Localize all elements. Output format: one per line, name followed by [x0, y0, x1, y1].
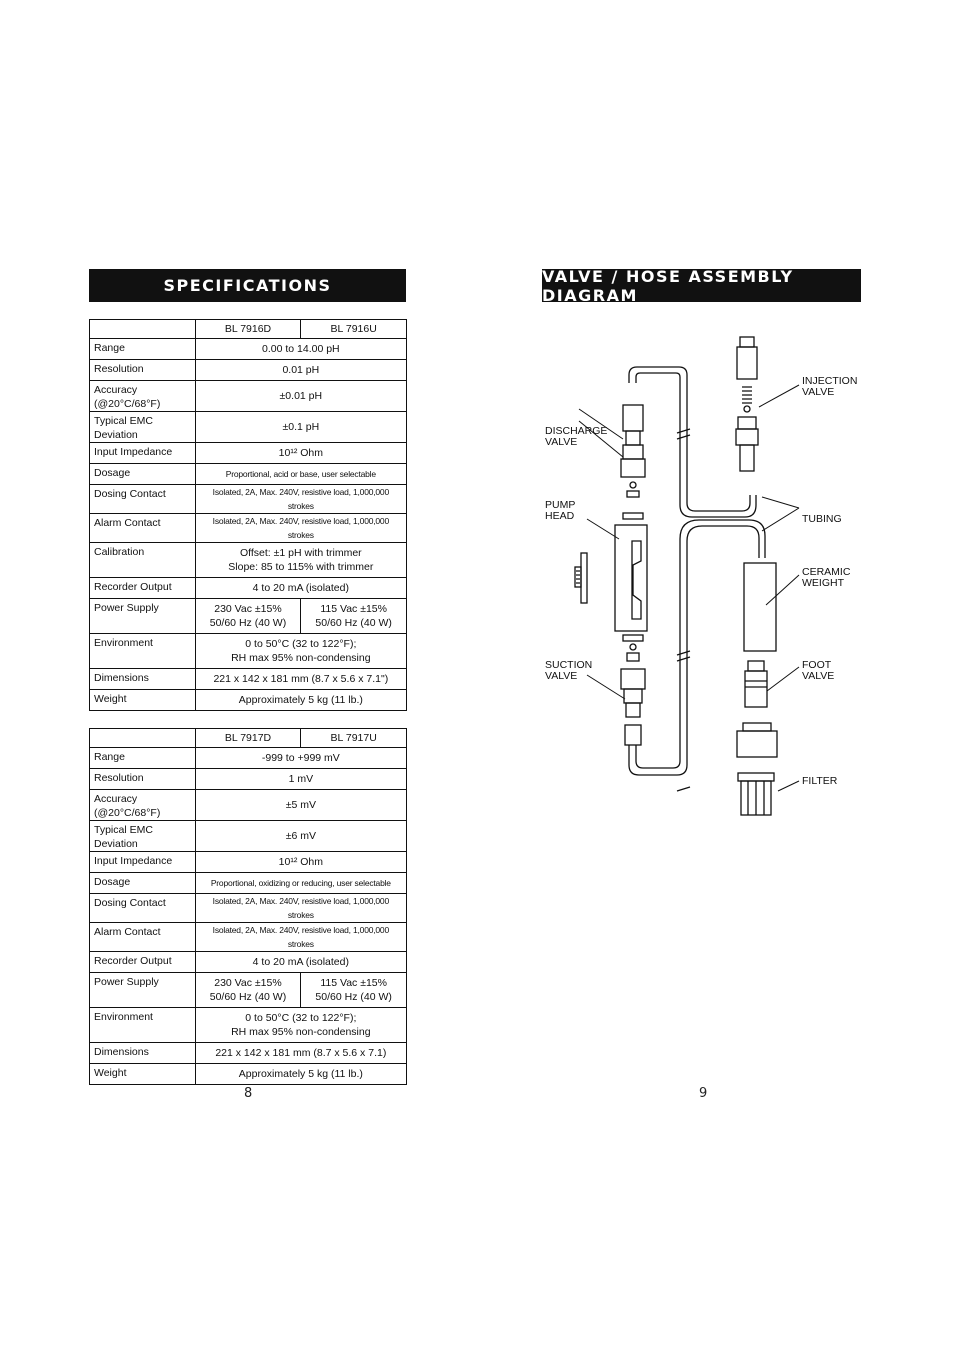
label-tubing: TUBING [802, 513, 842, 525]
pump-head [615, 525, 647, 631]
value-line: 115 Vac ±15% [320, 603, 387, 615]
table-header-row [90, 320, 407, 339]
label-pump-head: HEAD [545, 510, 575, 522]
label-filter: FILTER [802, 775, 838, 787]
row-label: Environment [90, 1008, 196, 1043]
discharge-valve [623, 405, 643, 431]
row-label: Calibration [90, 543, 196, 578]
value-line: 50/60 Hz (40 W) [209, 991, 287, 1003]
label-suction-valve: SUCTION [545, 659, 593, 671]
row-label: Alarm Contact [90, 923, 196, 952]
table-row [90, 381, 407, 412]
spec-table-bl7917 [89, 728, 407, 1085]
right-page [477, 0, 954, 1351]
row-label: Power Supply [90, 599, 196, 634]
row-label: Range [90, 748, 196, 769]
model-header: BL 7917D [195, 729, 301, 748]
row-label: Dimensions [90, 669, 196, 690]
table-row [90, 769, 407, 790]
row-label: Input Impedance [90, 852, 196, 873]
row-value [195, 1008, 406, 1043]
value-line: 0 to 50°C (32 to 122°F); [245, 638, 357, 650]
row-label: Dosing Contact [90, 894, 196, 923]
row-value: 221 x 142 x 181 mm (8.7 x 5.6 x 7.1) [195, 1043, 406, 1064]
row-value: Isolated, 2A, Max. 240V, resistive load, 1,000,000 strokes [195, 485, 406, 514]
table-row [90, 360, 407, 381]
row-label: Power Supply [90, 973, 196, 1008]
value-line: 50/60 Hz (40 W) [209, 617, 287, 629]
model-header: BL 7916U [301, 320, 407, 339]
row-value-u [301, 973, 407, 1008]
table-row [90, 690, 407, 711]
table-row [90, 952, 407, 973]
table-row [90, 599, 407, 634]
table-row [90, 543, 407, 578]
row-value-d [195, 599, 301, 634]
table-row [90, 634, 407, 669]
model-header: BL 7917U [301, 729, 407, 748]
table-row [90, 669, 407, 690]
row-label: Dosage [90, 464, 196, 485]
row-label: Recorder Output [90, 952, 196, 973]
row-value: ±0.1 pH [195, 412, 406, 443]
spec-table-bl7916 [89, 319, 407, 711]
row-value: 4 to 20 mA (isolated) [195, 578, 406, 599]
header-empty-cell [90, 729, 196, 748]
table-row [90, 464, 407, 485]
table-row [90, 1008, 407, 1043]
label-foot-valve: FOOT [802, 659, 832, 671]
row-value-d [195, 973, 301, 1008]
row-value: Proportional, oxidizing or reducing, user selectable [195, 873, 406, 894]
row-value: 0.00 to 14.00 pH [195, 339, 406, 360]
table-row [90, 852, 407, 873]
table-row [90, 339, 407, 360]
table-row [90, 790, 407, 821]
row-value: 0.01 pH [195, 360, 406, 381]
label-ceramic-weight: CERAMIC [802, 566, 851, 578]
diagram-banner: VALVE / HOSE ASSEMBLY DIAGRAM [542, 269, 861, 302]
foot-valve [748, 661, 764, 671]
specifications-banner: SPECIFICATIONS [89, 269, 406, 302]
suction-valve [623, 635, 643, 641]
label-injection-valve: VALVE [802, 386, 835, 398]
table-header-row [90, 729, 407, 748]
row-label: Dosage [90, 873, 196, 894]
row-label: Accuracy (@20°C/68°F) [90, 790, 196, 821]
value-line: Offset: ±1 pH with trimmer [239, 547, 362, 559]
label-discharge-valve: DISCHARGE [545, 425, 608, 437]
table-row [90, 821, 407, 852]
table-row [90, 1043, 407, 1064]
table-row [90, 412, 407, 443]
row-label: Resolution [90, 360, 196, 381]
value-line: 50/60 Hz (40 W) [315, 617, 392, 629]
row-value: 221 x 142 x 181 mm (8.7 x 5.6 x 7.1") [195, 669, 406, 690]
row-label: Recorder Output [90, 578, 196, 599]
row-label: Typical EMC Deviation [90, 821, 196, 852]
valve-hose-assembly-diagram [537, 325, 897, 825]
ceramic-weight [744, 563, 776, 651]
row-value [195, 634, 406, 669]
row-value: 4 to 20 mA (isolated) [195, 952, 406, 973]
row-value: ±5 mV [195, 790, 406, 821]
row-value: 1 mV [195, 769, 406, 790]
row-label: Dosing Contact [90, 485, 196, 514]
row-label: Environment [90, 634, 196, 669]
page-number: 9 [699, 1086, 708, 1101]
row-label: Weight [90, 690, 196, 711]
value-line: 230 Vac ±15% [214, 603, 282, 615]
label-suction-valve: VALVE [545, 670, 578, 682]
row-value: 10¹² Ohm [195, 443, 406, 464]
value-line: RH max 95% non-condensing [231, 652, 371, 664]
header-empty-cell [90, 320, 196, 339]
value-line: RH max 95% non-condensing [231, 1026, 371, 1038]
row-value: Isolated, 2A, Max. 240V, resistive load, 1,000,000 strokes [195, 894, 406, 923]
table-row [90, 873, 407, 894]
row-value: 10¹² Ohm [195, 852, 406, 873]
row-value-u [301, 599, 407, 634]
row-label: Accuracy (@20°C/68°F) [90, 381, 196, 412]
label-ceramic-weight: WEIGHT [802, 577, 844, 589]
row-value: ±6 mV [195, 821, 406, 852]
table-row [90, 514, 407, 543]
row-label: Resolution [90, 769, 196, 790]
row-value: Approximately 5 kg (11 lb.) [195, 690, 406, 711]
table-row [90, 443, 407, 464]
value-line: 50/60 Hz (40 W) [315, 991, 392, 1003]
row-value: ±0.01 pH [195, 381, 406, 412]
value-line: 230 Vac ±15% [214, 977, 282, 989]
label-injection-valve: INJECTION [802, 375, 858, 387]
injection-valve-nut [740, 337, 754, 347]
table-row [90, 485, 407, 514]
label-pump-head: PUMP [545, 499, 576, 511]
table-row [90, 894, 407, 923]
row-label: Range [90, 339, 196, 360]
table-row [90, 973, 407, 1008]
row-label: Dimensions [90, 1043, 196, 1064]
row-label: Weight [90, 1064, 196, 1085]
row-value [195, 543, 406, 578]
page-number: 8 [244, 1086, 253, 1101]
label-foot-valve: VALVE [802, 670, 835, 682]
tubing-lower [629, 526, 759, 775]
filter-cap [743, 723, 771, 731]
value-line: 0 to 50°C (32 to 122°F); [245, 1012, 357, 1024]
row-value: Approximately 5 kg (11 lb.) [195, 1064, 406, 1085]
row-label: Typical EMC Deviation [90, 412, 196, 443]
table-row [90, 923, 407, 952]
tubing-upper [629, 367, 750, 511]
label-discharge-valve: VALVE [545, 436, 578, 448]
row-value: Isolated, 2A, Max. 240V, resistive load, 1,000,000 strokes [195, 514, 406, 543]
table-row [90, 748, 407, 769]
row-value: Isolated, 2A, Max. 240V, resistive load, 1,000,000 strokes [195, 923, 406, 952]
row-value: -999 to +999 mV [195, 748, 406, 769]
table-row [90, 1064, 407, 1085]
value-line: Slope: 85 to 115% with trimmer [228, 561, 374, 573]
row-value: Proportional, acid or base, user selectable [195, 464, 406, 485]
row-label: Input Impedance [90, 443, 196, 464]
table-row [90, 578, 407, 599]
row-label: Alarm Contact [90, 514, 196, 543]
value-line: 115 Vac ±15% [320, 977, 387, 989]
model-header: BL 7916D [195, 320, 301, 339]
